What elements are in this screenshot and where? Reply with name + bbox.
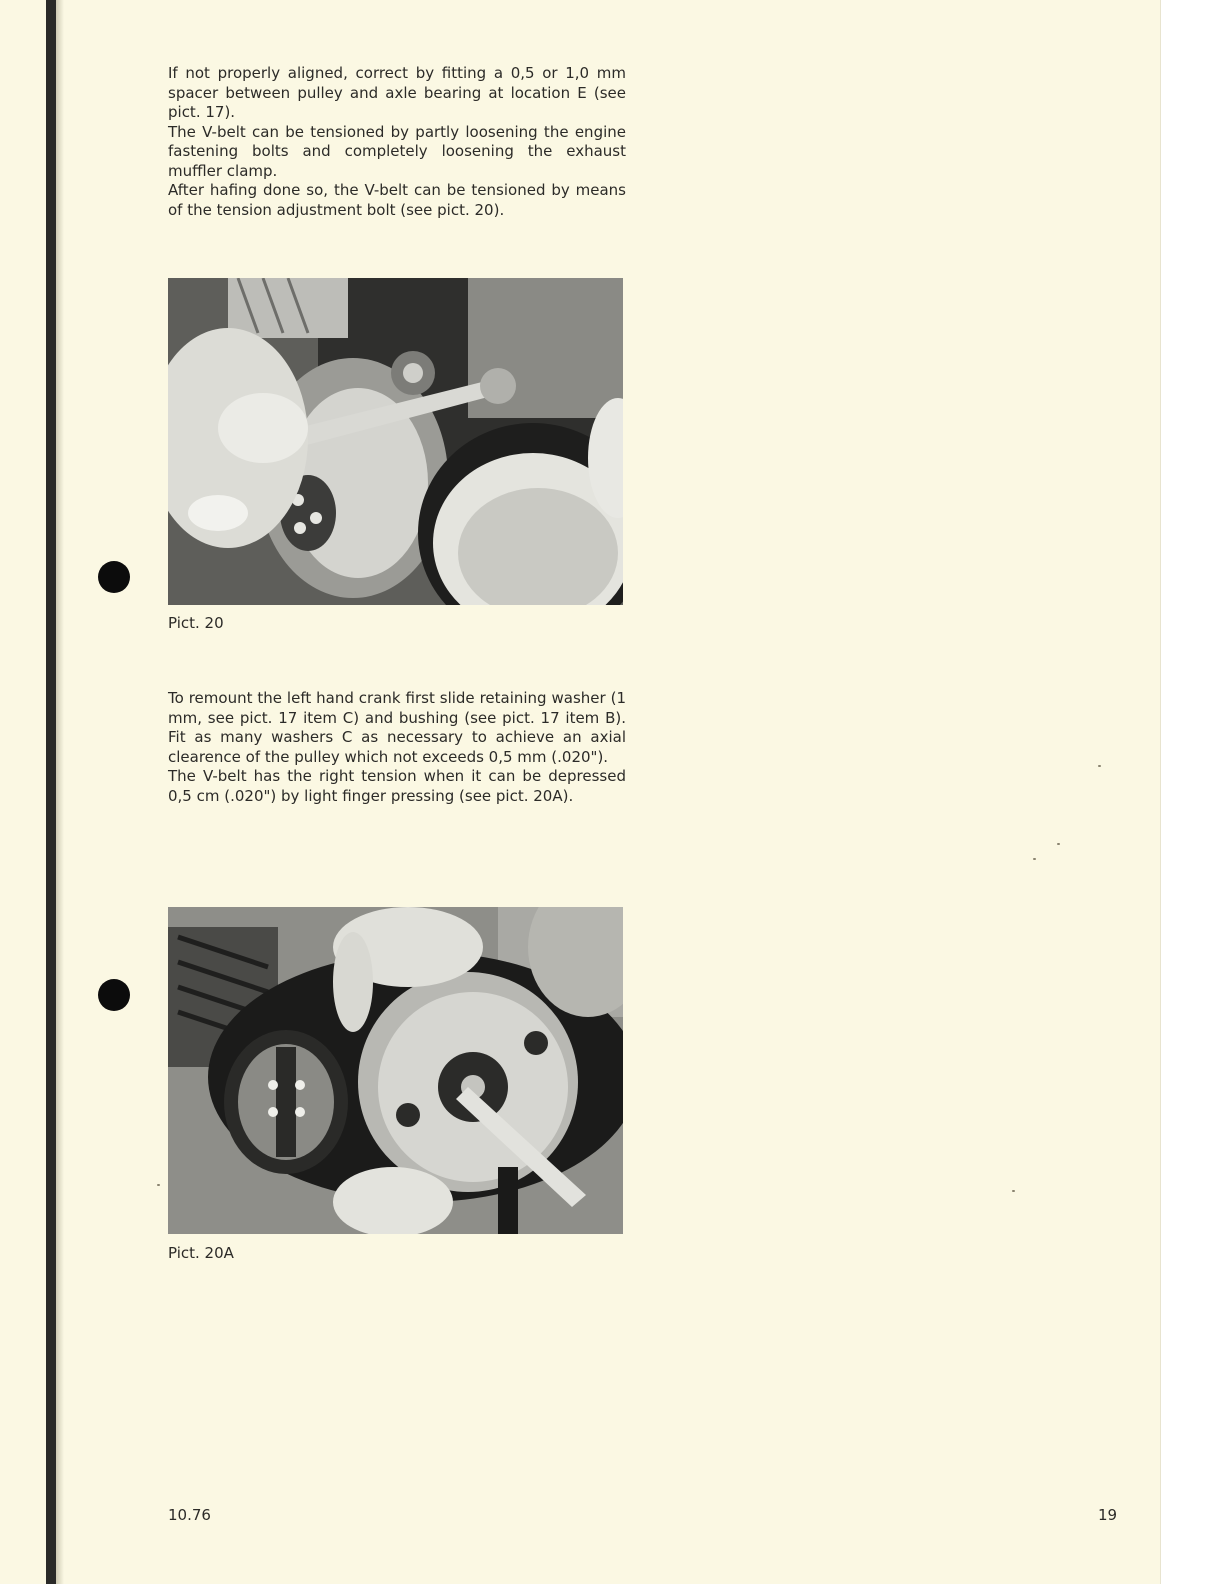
paragraph-crank-remount (168, 689, 626, 806)
scan-speck (157, 1184, 160, 1186)
paragraph-alignment (168, 64, 626, 220)
text-belt-tensioning: After hafing done so, the V-belt can be tensioned by means of the tension adjustment bolt (see pict. 20). (168, 181, 626, 219)
text-alignment-spacer: If not properly aligned, correct by fitting a 0,5 or 1,0 mm spacer between pulley and axle bearing at location E (see pict. 17). (168, 64, 626, 121)
scan-speck (1033, 858, 1036, 860)
text-belt-loosening: The V-belt can be tensioned by partly loosening the engine fastening bolts and completely loosening the exhaust muffler clamp. (168, 122, 626, 180)
text-belt-tension-check: The V-belt has the right tension when it can be depressed 0,5 cm (.020") by light finger pressing (see pict. 20A). (168, 767, 626, 805)
caption-pict-20: Pict. 20 (168, 614, 224, 632)
photo-pict-20a-image (168, 907, 623, 1234)
scan-speck (1057, 843, 1060, 845)
photo-pict-20-image (168, 278, 623, 605)
caption-pict-20a: Pict. 20A (168, 1244, 234, 1262)
punch-hole-lower (98, 979, 130, 1011)
text-crank-remount: To remount the left hand crank first slide retaining washer (1 mm, see pict. 17 item C) and bushing (see pict. 17 item B). Fit as many washers C as necessary to achieve an axial clearence of the pulley which not exceeds 0,5 mm (.020"). (168, 689, 626, 766)
scan-speck (1012, 1190, 1015, 1192)
scan-speck (1098, 765, 1101, 767)
photo-pict-20 (168, 278, 623, 605)
page-margin-right (1160, 0, 1224, 1584)
footer-date: 10.76 (168, 1506, 211, 1524)
photo-pict-20a (168, 907, 623, 1234)
punch-hole-upper (98, 561, 130, 593)
binding-shadow (56, 0, 64, 1584)
binding-edge (46, 0, 56, 1584)
page-number: 19 (1098, 1506, 1118, 1524)
